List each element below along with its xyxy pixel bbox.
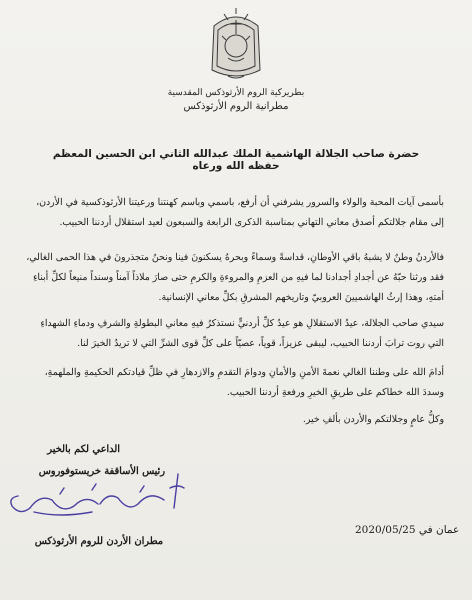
date-place: عمان في xyxy=(418,524,460,536)
date-line xyxy=(355,524,459,536)
patriarchate-seal-icon xyxy=(204,6,268,82)
org-name-line-1: بطريركية الروم الأرثوذكس المقدسية xyxy=(167,88,305,98)
letter-paragraph-3: سيدي صاحب الجلالة، عيدُ الاستقلالِ هو عيدُ كلِّ أردنيٍّ نستذكرُ فيهِ معاني البطولةِ والشرفِ ودماءِ الشهداءِ التي روت ترابَ أردننا الحبيب، ليبقى عزيزاً، قوياً، عصيّاً على كلِّ قوى الشرِّ التي لا تريدُ الخيرَ لنا. xyxy=(40,318,444,349)
date-value: 2020/05/25 xyxy=(355,524,416,536)
letter-paragraph-5: وكلُّ عامٍ وجلالتكم والأردن بألفِ خير. xyxy=(302,414,444,425)
closing-line: الداعي لكم بالخير xyxy=(47,444,120,455)
letter-paragraph-2: فالأردنُ وطنٌ لا يشبهُ باقي الأوطانِ، قداسةً وسماءً وبحرهُ يسكنونَ فينا ونحنُ متجذرونَ في هذا الحمى الغالي، فقد ورثنا حبّهُ عن أجدادِ أجدادنا لما فيهِ من العزمِ والمروءةِ والكرمِ حتى صارَ ملاذاً آمناً وسنداً منيعاً لكلِّ أبناءِ أمتهِ، وهذا إرثُ الهاشميينَ العروبيّ وتاريخهم المشرقِ بكلِّ معاني الإنسانية. xyxy=(26,252,444,303)
letter-paragraph-4: أدامَ الله على وطننا الغالي نعمةَ الأمنِ والأمانِ ودوامَ التقدمِ والازدهارِ في ظلِّ قيادتكم الحكيمةِ والملهمةِ، وسددَ الله خطاكم على طريقِ الخيرِ ورفعةِ أردننا الحبيب. xyxy=(44,367,444,398)
signatory-role: مطران الأردن للروم الأرثوذكس xyxy=(34,536,163,547)
signatory-title: رئيس الأساقفة خريستوفوروس xyxy=(38,466,165,477)
letter-paragraph-1: بأسمى آيات المحبة والولاء والسرور يشرفني أن أرفع، باسمي وباسم كهنتنا ورعيتنا الأرثوذكسية في الأردن، إلى مقام جلالتكم أصدق معاني التهاني بمناسبة الذكرى الرابعة والسبعون لعيد استقلال أردننا الحبيب. xyxy=(36,197,444,228)
addressee-line: حضرة صاحب الجلالة الهاشمية الملك عبدالله الثاني ابن الحسين المعظم حفظه الله ورعاه xyxy=(52,148,420,172)
org-name-line-2: مطرانية الروم الأرثوذكس xyxy=(183,101,289,112)
handwritten-signature-icon xyxy=(0,468,190,524)
